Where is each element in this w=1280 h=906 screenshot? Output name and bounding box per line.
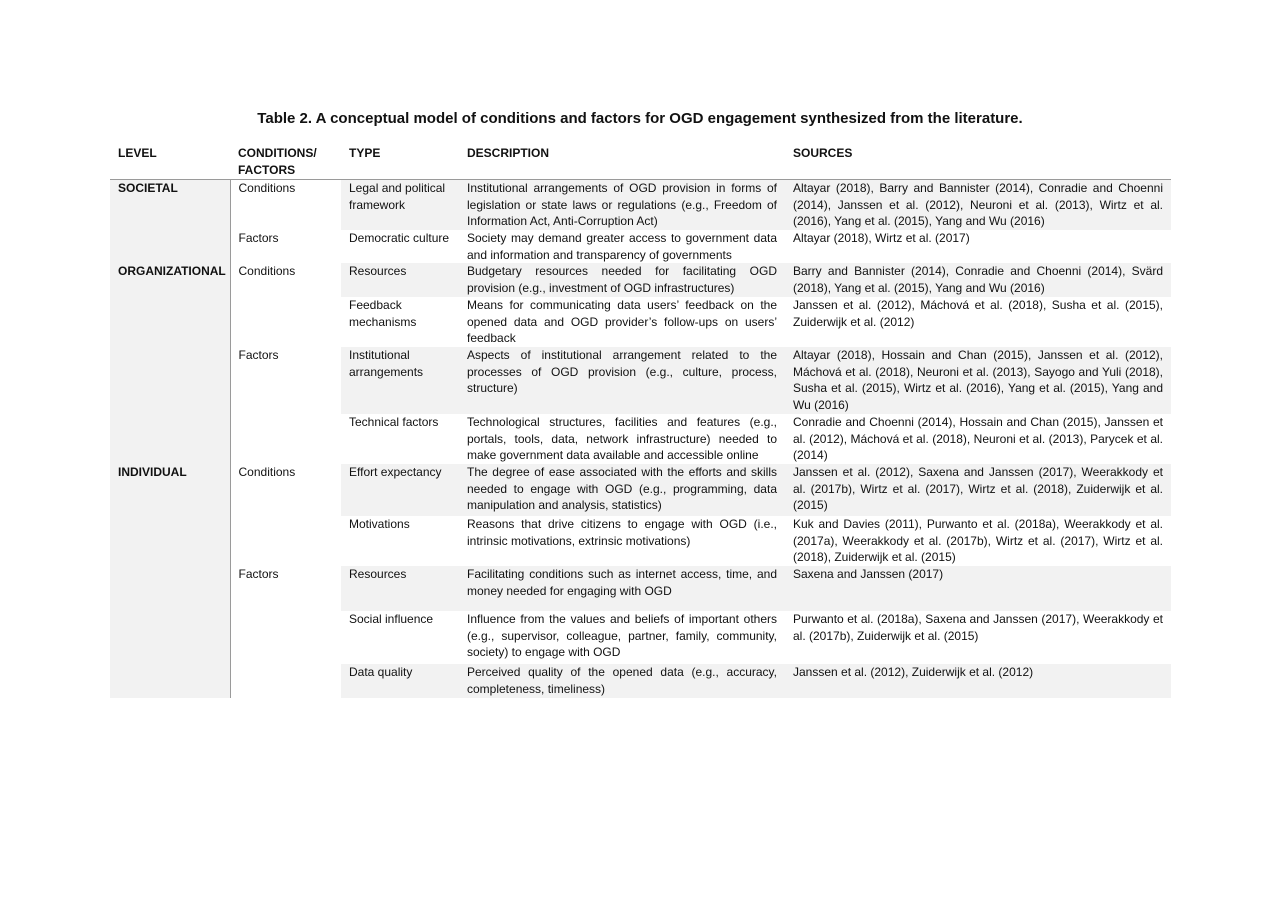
header-level: LEVEL bbox=[110, 143, 230, 180]
header-sources: SOURCES bbox=[785, 143, 1171, 180]
level-cell bbox=[110, 611, 230, 664]
sources-cell: Purwanto et al. (2018a), Saxena and Janssen (2017), Weerakkody et al. (2017b), Zuiderwijk et al. (2015) bbox=[793, 612, 1163, 643]
category-cell bbox=[230, 516, 341, 566]
type-cell: Feedback mechanisms bbox=[349, 298, 417, 329]
description-cell: Society may demand greater access to government data and information and transparency of governments bbox=[467, 230, 777, 262]
level-cell bbox=[110, 516, 230, 566]
sources-cell: Janssen et al. (2012), Máchová et al. (2018), Susha et al. (2015), Zuiderwijk et al. (2012) bbox=[793, 298, 1163, 329]
type-cell: Resources bbox=[341, 263, 459, 297]
level-cell: INDIVIDUAL bbox=[110, 464, 230, 516]
table-row bbox=[110, 230, 1171, 263]
table-row bbox=[110, 516, 1171, 566]
description-cell: Reasons that drive citizens to engage with OGD (i.e., intrinsic motivations, extrinsic motivations) bbox=[467, 517, 777, 548]
sources-cell: Conradie and Choenni (2014), Hossain and Chan (2015), Janssen et al. (2012), Máchová et al. (2018), Neuroni et al. (2013), Parycek et al. (2014) bbox=[793, 415, 1163, 463]
conceptual-model-table bbox=[110, 143, 1171, 698]
table-title: Table 2. A conceptual model of conditions and factors for OGD engagement synthesized from the literature. bbox=[257, 110, 1023, 127]
description-cell: Aspects of institutional arrangement related to the processes of OGD provision (e.g., culture, process, structure) bbox=[459, 347, 785, 414]
sources-cell: Altayar (2018), Barry and Bannister (2014), Conradie and Choenni (2014), Janssen et al. (2012), Neuroni et al. (2013), Wirtz et al. (2016), Yang et al. (2015), Yang and Wu (2016) bbox=[785, 180, 1171, 230]
type-cell: Legal and political framework bbox=[341, 180, 459, 230]
table-row bbox=[110, 664, 1171, 698]
description-cell: The degree of ease associated with the efforts and skills needed to engage with OGD (e.g., programming, data manipulation and analysis, statistics) bbox=[459, 464, 785, 516]
description-cell: Perceived quality of the opened data (e.g., accuracy, completeness, timeliness) bbox=[459, 664, 785, 698]
level-cell bbox=[110, 414, 230, 464]
description-cell: Facilitating conditions such as internet access, time, and money needed for engaging with OGD bbox=[459, 566, 785, 611]
type-cell: Institutional arrangements bbox=[341, 347, 459, 414]
category-cell: Conditions bbox=[230, 263, 341, 297]
type-cell: Data quality bbox=[341, 664, 459, 698]
description-cell: Technological structures, facilities and features (e.g., portals, tools, data, network infrastructure) needed to make government data available and accessible online bbox=[467, 415, 777, 463]
type-cell: Social influence bbox=[349, 612, 434, 627]
category-cell bbox=[230, 664, 341, 698]
table-row bbox=[110, 414, 1171, 464]
sources-cell: Kuk and Davies (2011), Purwanto et al. (2018a), Weerakkody et al. (2017a), Weerakkody et al. (2017b), Wirtz et al. (2017), Wirtz et al. (2018), Zuiderwijk et al. (2015) bbox=[793, 517, 1163, 565]
sources-cell: Altayar (2018), Wirtz et al. (2017) bbox=[793, 230, 970, 245]
description-cell: Budgetary resources needed for facilitating OGD provision (e.g., investment of OGD infrastructures) bbox=[459, 263, 785, 297]
description-cell: Institutional arrangements of OGD provision in forms of legislation or state laws or regulations (e.g., Freedom of Information Act, Anti-Corruption Act) bbox=[459, 180, 785, 230]
header-description: DESCRIPTION bbox=[459, 143, 785, 180]
level-cell bbox=[110, 664, 230, 698]
category-cell: Conditions bbox=[230, 180, 341, 230]
header-conditions-factors: CONDITIONS/ FACTORS bbox=[230, 143, 341, 180]
level-cell bbox=[110, 566, 230, 611]
category-cell bbox=[230, 414, 341, 464]
type-cell: Technical factors bbox=[349, 415, 439, 430]
category-cell bbox=[230, 297, 341, 347]
category-cell: Factors bbox=[230, 566, 341, 611]
table-row bbox=[110, 297, 1171, 347]
level-cell bbox=[110, 230, 230, 263]
sources-cell: Altayar (2018), Hossain and Chan (2015), Janssen et al. (2012), Máchová et al. (2018), Neuroni et al. (2013), Sayogo and Yuli (2018), Susha et al. (2015), Wirtz et al. (2016), Yang et al. (2015), Yang and Wu (2016) bbox=[785, 347, 1171, 414]
sources-cell: Janssen et al. (2012), Saxena and Janssen (2017), Weerakkody et al. (2017b), Wirtz et al. (2017), Wirtz et al. (2018), Zuiderwijk et al. (2015) bbox=[785, 464, 1171, 516]
table-row bbox=[110, 611, 1171, 664]
description-cell: Means for communicating data users’ feedback on the opened data and OGD provider’s follow-ups on users’ feedback bbox=[467, 298, 777, 346]
sources-cell: Barry and Bannister (2014), Conradie and Choenni (2014), Svärd (2018), Yang et al. (2015), Yang and Wu (2016) bbox=[785, 263, 1171, 297]
type-cell: Democratic culture bbox=[349, 230, 450, 245]
level-cell: SOCIETAL bbox=[110, 180, 230, 230]
category-cell: Factors bbox=[230, 230, 341, 263]
level-cell bbox=[110, 347, 230, 414]
category-cell: Conditions bbox=[230, 464, 341, 516]
table-row bbox=[110, 464, 1171, 516]
table-row bbox=[110, 566, 1171, 611]
header-type: TYPE bbox=[341, 143, 459, 180]
description-cell: Influence from the values and beliefs of important others (e.g., supervisor, colleague, partner, family, community, society) to engage with OGD bbox=[467, 612, 777, 660]
sources-cell: Saxena and Janssen (2017) bbox=[785, 566, 1171, 611]
header-row bbox=[110, 143, 1171, 180]
sources-cell: Janssen et al. (2012), Zuiderwijk et al. (2012) bbox=[785, 664, 1171, 698]
category-cell: Factors bbox=[230, 347, 341, 414]
table-row bbox=[110, 263, 1171, 297]
type-cell: Resources bbox=[341, 566, 459, 611]
table-row bbox=[110, 180, 1171, 230]
type-cell: Motivations bbox=[349, 517, 410, 532]
type-cell: Effort expectancy bbox=[341, 464, 459, 516]
table-row bbox=[110, 347, 1171, 414]
level-cell bbox=[110, 297, 230, 347]
category-cell bbox=[230, 611, 341, 664]
level-cell: ORGANIZATIONAL bbox=[110, 263, 230, 297]
